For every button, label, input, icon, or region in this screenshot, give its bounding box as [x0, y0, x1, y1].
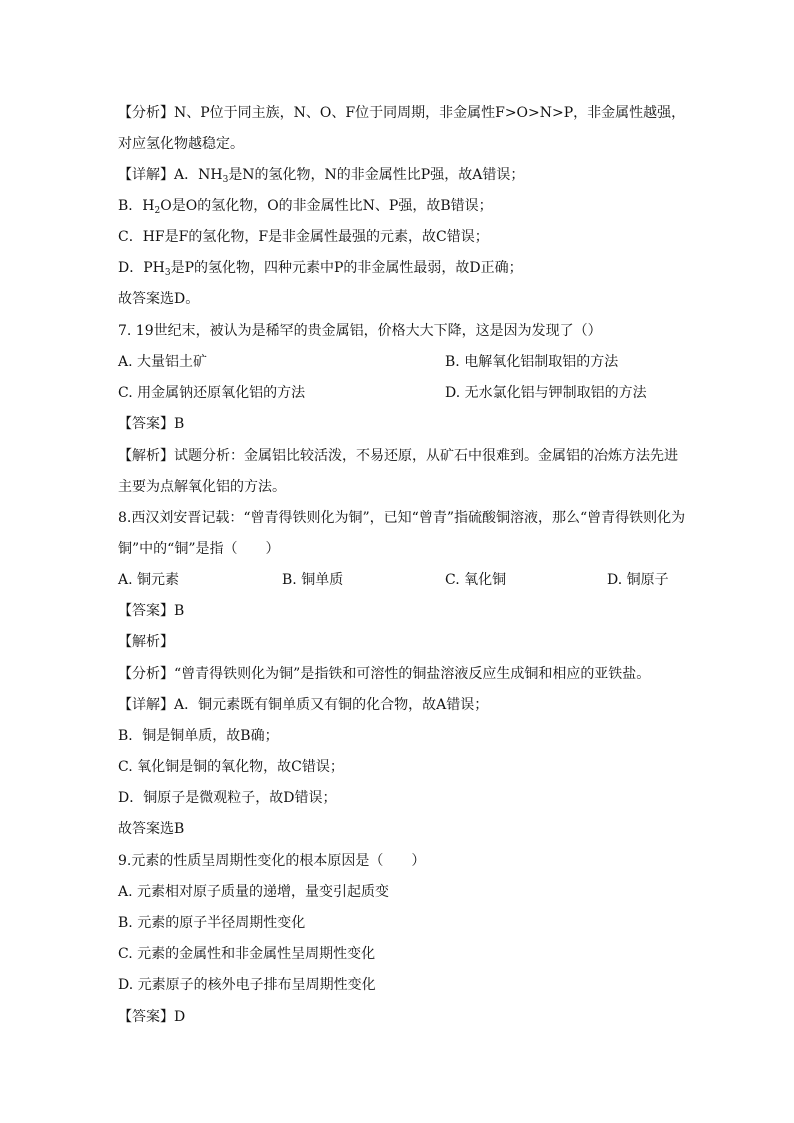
question-8-analysis: 【分析】“曾青得铁则化为铜”是指铁和可溶性的铜盐溶液反应生成铜和相应的亚铁盐。: [118, 666, 651, 682]
question-8-answer: 【答案】B: [118, 603, 185, 619]
question-9-answer: 【答案】D: [118, 1009, 186, 1025]
detail-line-a: 【详解】A．$NH_3$是N的氢化物，N的非金属性比P强，故A错误；: [118, 167, 525, 185]
question-9-option-d: D. 元素原子的核外电子排布呈周期性变化: [118, 977, 376, 993]
question-7-option-a: A. 大量铝土矿: [118, 354, 208, 370]
question-8-detail: D．铜原子是微观粒子，故D错误；: [118, 790, 337, 806]
question-8-option-c: C. 氧化铜: [445, 572, 507, 588]
question-8-jiexi: 【解析】: [118, 634, 174, 650]
question-8-option-b: B. 铜单质: [282, 572, 344, 588]
question-7-option-b: B. 电解氧化铝制取铝的方法: [445, 354, 619, 370]
question-8-detail: 【详解】A．铜元素既有铜单质又有铜的化合物，故A错误；: [118, 697, 489, 713]
detail-line-d: D．$PH_3$是P的氢化物，四种元素中P的非金属性最弱，故D正确；: [118, 260, 523, 278]
question-8-stem: 铜”中的“铜”是指（ ）: [118, 541, 280, 557]
question-8-detail: B．铜是铜单质，故B确；: [118, 728, 279, 744]
question-7-answer: 【答案】B: [118, 416, 185, 432]
question-8-detail: C. 氧化铜是铜的氧化物，故C错误；: [118, 759, 344, 775]
analysis-line: 【分析】N、P位于同主族，N、O、F位于同周期，非金属性F>O>N>P，非金属性越强，: [118, 105, 686, 121]
question-9-option-c: C. 元素的金属性和非金属性呈周期性变化: [118, 946, 376, 962]
question-8-conclusion: 故答案选B: [118, 821, 185, 837]
question-7-option-d: D. 无水氯化铝与钾制取铝的方法: [445, 385, 647, 401]
question-7-stem: 7. 19世纪末，被认为是稀罕的贵金属铝，价格大大下降，这是因为发现了（）: [118, 323, 602, 339]
question-7-analysis: 主要为点解氧化铝的方法。: [118, 479, 286, 495]
question-9-option-b: B. 元素的原子半径周期性变化: [118, 915, 306, 931]
question-8-option-d: D. 铜原子: [607, 572, 669, 588]
question-7-option-c: C. 用金属钠还原氧化铝的方法: [118, 385, 306, 401]
question-9-stem: 9.元素的性质呈周期性变化的根本原因是（ ）: [118, 853, 426, 869]
question-7-analysis: 【解析】试题分析：金属铝比较活泼，不易还原，从矿石中很难到。金属铝的冶炼方法先进: [118, 448, 678, 464]
detail-line-c: C．HF是F的氢化物，F是非金属性最强的元素，故C错误；: [118, 229, 489, 245]
question-9-option-a: A. 元素相对原子质量的递增，量变引起质变: [118, 884, 390, 900]
question-8-stem: 8.西汉刘安晋记载：“曾青得铁则化为铜”，已知“曾青”指硫酸铜溶液，那么“曾青得铁则化为: [118, 510, 686, 526]
detail-line-b: B．$H_2O$是O的氢化物，O的非金属性比N、P强，故B错误；: [118, 198, 493, 216]
conclusion-line: 故答案选D。: [118, 291, 200, 307]
question-8-option-a: A. 铜元素: [118, 572, 180, 588]
analysis-line: 对应氢化物越稳定。: [118, 136, 244, 152]
